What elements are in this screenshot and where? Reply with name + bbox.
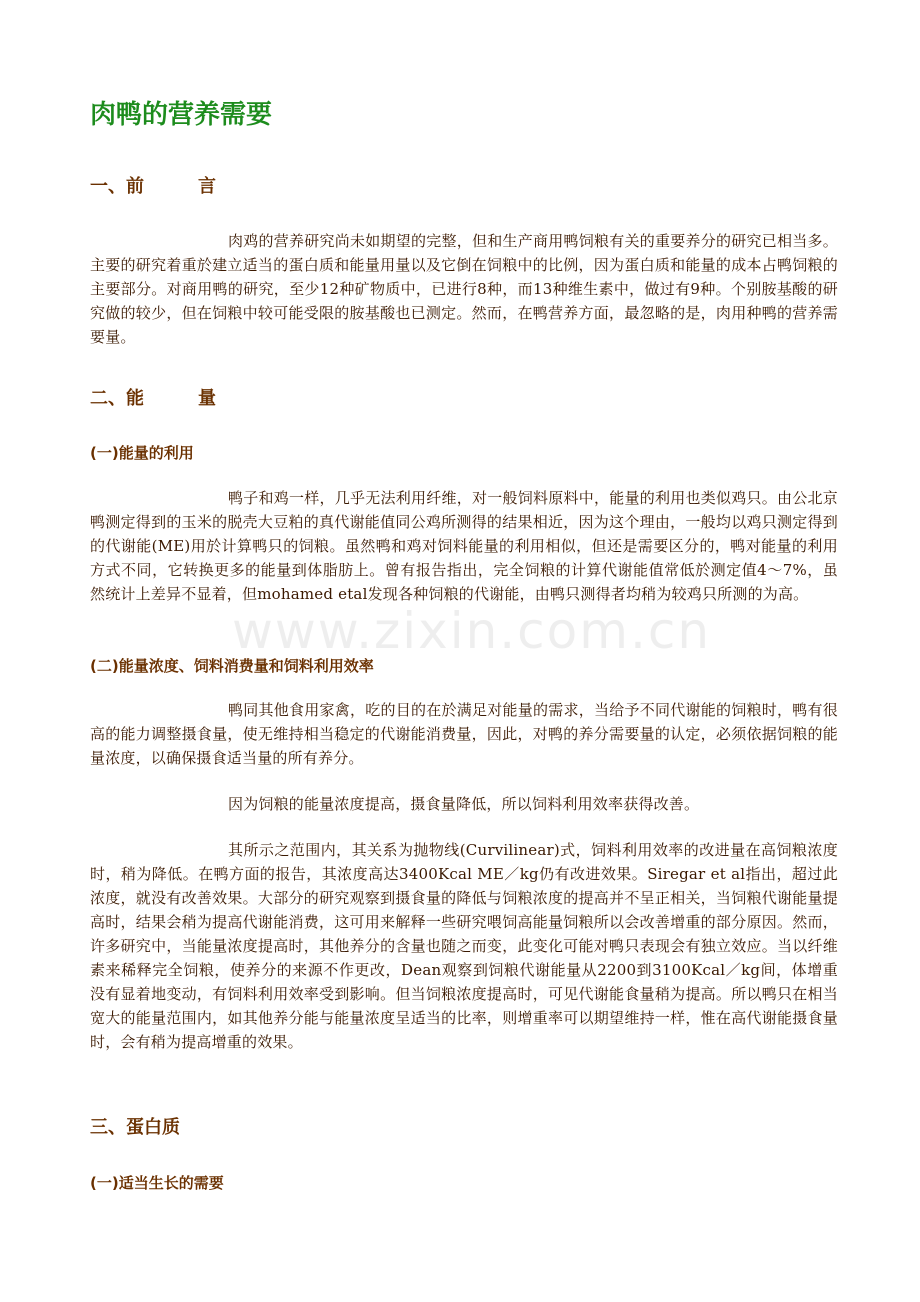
paragraph-preface: 肉鸡的营养研究尚未如期望的完整，但和生产商用鸭饲粮有关的重要养分的研究已相当多。主要的研究着重於建立适当的蛋白质和能量用量以及它倒在饲粮中的比例，因为蛋白质和能量的成本占鸭饲粮的主要部分。对商用鸭的研究，至少12种矿物质中，已进行8种，而13种维生素中，做过有9种。个别胺基酸的研究做的较少，但在饲粮中较可能受限的胺基酸也已测定。然而，在鸭营养方面，最忽略的是，肉用种鸭的营养需要量。 bbox=[90, 232, 838, 346]
section-heading-protein: 三、蛋白质 bbox=[90, 1117, 180, 1138]
paragraph-energy-density-3: 其所示之范围内，其关系为抛物线(Curvilinear)式，饲料利用效率的改进量在高饲粮浓度时，稍为降低。在鸭方面的报告，其浓度高达3400Kcal ME／kg仍有改进效果。Siregar et al指出，超过此浓度，就没有改善效果。大部分的研究观察到摄食量的降低与饲粮浓度的提高并不呈正相关，当饲粮代谢能量提高时，结果会稍为提高代谢能消费，这可用来解释一些研究喂饲高能量饲粮所以会改善增重的部分原因。然而，许多研究中，当能量浓度提高时，其他养分的含量也随之而变，此变化可能对鸭只表现会有独立效应。当以纤维素来稀释完全饲粮，使养分的来源不作更改，Dean观察到饲粮代谢能量从2200到3100Kcal／kg间，体增重没有显着地变动，有饲料利用效率受到影响。但当饲粮浓度提高时，可见代谢能食量稍为提高。所以鸭只在相当宽大的能量范围内，如其他养分能与能量浓度呈适当的比率，则增重率可以期望维持一样，惟在高代谢能摄食量时，会有稍为提高增重的效果。 bbox=[90, 841, 838, 1051]
subsection-heading-energy-utilization: (一)能量的利用 bbox=[90, 444, 194, 462]
section-heading-energy: 二、能 量 bbox=[90, 388, 216, 409]
subsection-heading-growth-requirement: (一)适当生长的需要 bbox=[90, 1174, 224, 1192]
paragraph-energy-density-1: 鸭同其他食用家禽，吃的目的在於满足对能量的需求，当给予不同代谢能的饲粮时，鸭有很高的能力调整摄食量，使无维持相当稳定的代谢能消费量，因此，对鸭的养分需要量的认定，必须依据饲粮的能量浓度，以确保摄食适当量的所有养分。 bbox=[90, 701, 838, 767]
paragraph-energy-density-2: 因为饲粮的能量浓度提高，摄食量降低，所以饲料利用效率获得改善。 bbox=[228, 795, 700, 813]
watermark-text: www.zixin.com.cn bbox=[232, 602, 712, 660]
document-title: 肉鸭的营养需要 bbox=[90, 100, 273, 130]
subsection-heading-energy-density: (二)能量浓度、饲料消费量和饲料利用效率 bbox=[90, 657, 374, 675]
section-heading-preface: 一、前 言 bbox=[90, 176, 216, 197]
paragraph-energy-utilization: 鸭子和鸡一样，几乎无法利用纤维，对一般饲料原料中，能量的利用也类似鸡只。由公北京鸭测定得到的玉米的脱壳大豆粕的真代谢能值同公鸡所测得的结果相近，因为这个理由，一般均以鸡只测定得到的代谢能(ME)用於计算鸭只的饲粮。虽然鸭和鸡对饲料能量的利用相似，但还是需要区分的，鸭对能量的利用方式不同，它转换更多的能量到体脂肪上。曾有报告指出，完全饲粮的计算代谢能值常低於测定值4～7%，虽然统计上差异不显着，但mohamed etal发现各种饲粮的代谢能，由鸭只测得者均稍为较鸡只所测的为高。 bbox=[90, 489, 838, 603]
